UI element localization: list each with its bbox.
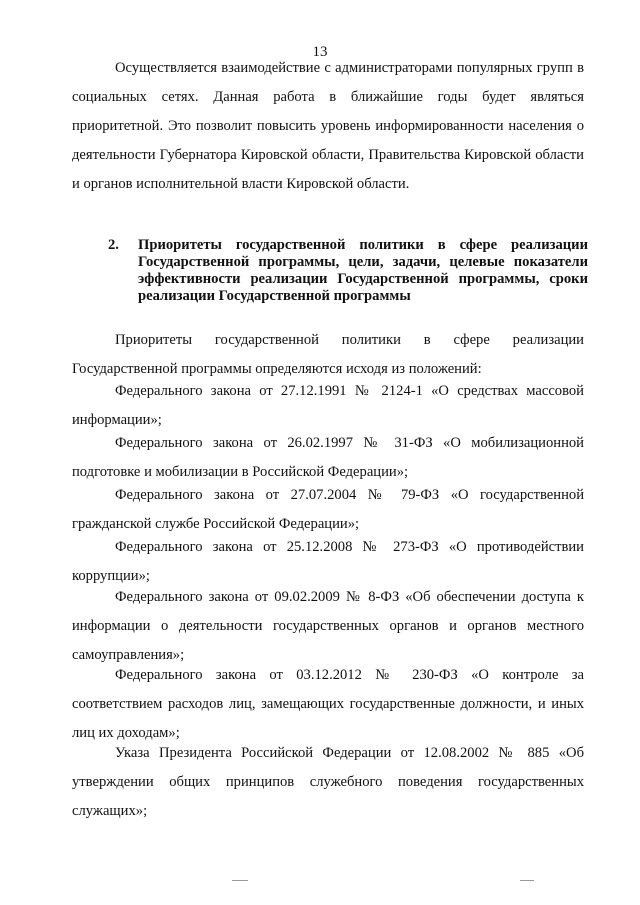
page-number: 13 [312, 44, 328, 60]
priorities-intro-text: Приоритеты государственной политики в сфере реализации Государственной программы определяются исходя из положений: [72, 332, 584, 377]
law-item-2 [72, 429, 584, 487]
law-item-text: Федерального закона от 27.07.2004 № 79-ФЗ «О государственной гражданской службе Российской Федерации»; [72, 487, 584, 532]
section-title: Приоритеты государственной политики в сфере реализации Государственной программы, цели, задачи, целевые показатели эффективности реализации Государственной программы, сроки реализации Государственной программы [138, 237, 588, 304]
law-item-text: Федерального закона от 09.02.2009 № 8-ФЗ «Об обеспечении доступа к информации о деятельности государственных органов и органов местного самоуправления»; [72, 589, 584, 663]
section-heading [108, 237, 588, 305]
intro-paragraph-text: Осуществляется взаимодействие с администраторами популярных групп в социальных сетях. Данная работа в ближайшие годы будет являться приоритетной. Это позволит повысить уровень информированности населения о деятельности Губернатора Кировской области, Правительства Кировской области и органов исполнительной власти Кировской области. [72, 60, 584, 192]
law-item-text: Федерального закона от 27.12.1991 № 2124-1 «О средствах массовой информации»; [72, 383, 584, 428]
law-item-6 [72, 661, 584, 748]
law-item-text: Федерального закона от 03.12.2012 № 230-ФЗ «О контроле за соответствием расходов лиц, замещающих государственные должности, и иных лиц их доходам»; [72, 667, 584, 741]
law-item-text: Федерального закона от 25.12.2008 № 273-ФЗ «О противодействии коррупции»; [72, 539, 584, 584]
law-item-text: Указа Президента Российской Федерации от 12.08.2002 № 885 «Об утверждении общих принципов служебного поведения государственных служащих»; [72, 745, 584, 819]
law-item-7 [72, 739, 584, 826]
law-item-5 [72, 583, 584, 670]
intro-paragraph [72, 54, 584, 199]
law-item-3 [72, 481, 584, 539]
law-item-text: Федерального закона от 26.02.1997 № 31-ФЗ «О мобилизационной подготовке и мобилизации в Российской Федерации»; [72, 435, 584, 480]
law-item-1 [72, 377, 584, 435]
scan-artifact [232, 880, 248, 881]
priorities-intro [72, 326, 584, 384]
section-number: 2. [108, 237, 119, 253]
scan-artifact [520, 880, 534, 881]
